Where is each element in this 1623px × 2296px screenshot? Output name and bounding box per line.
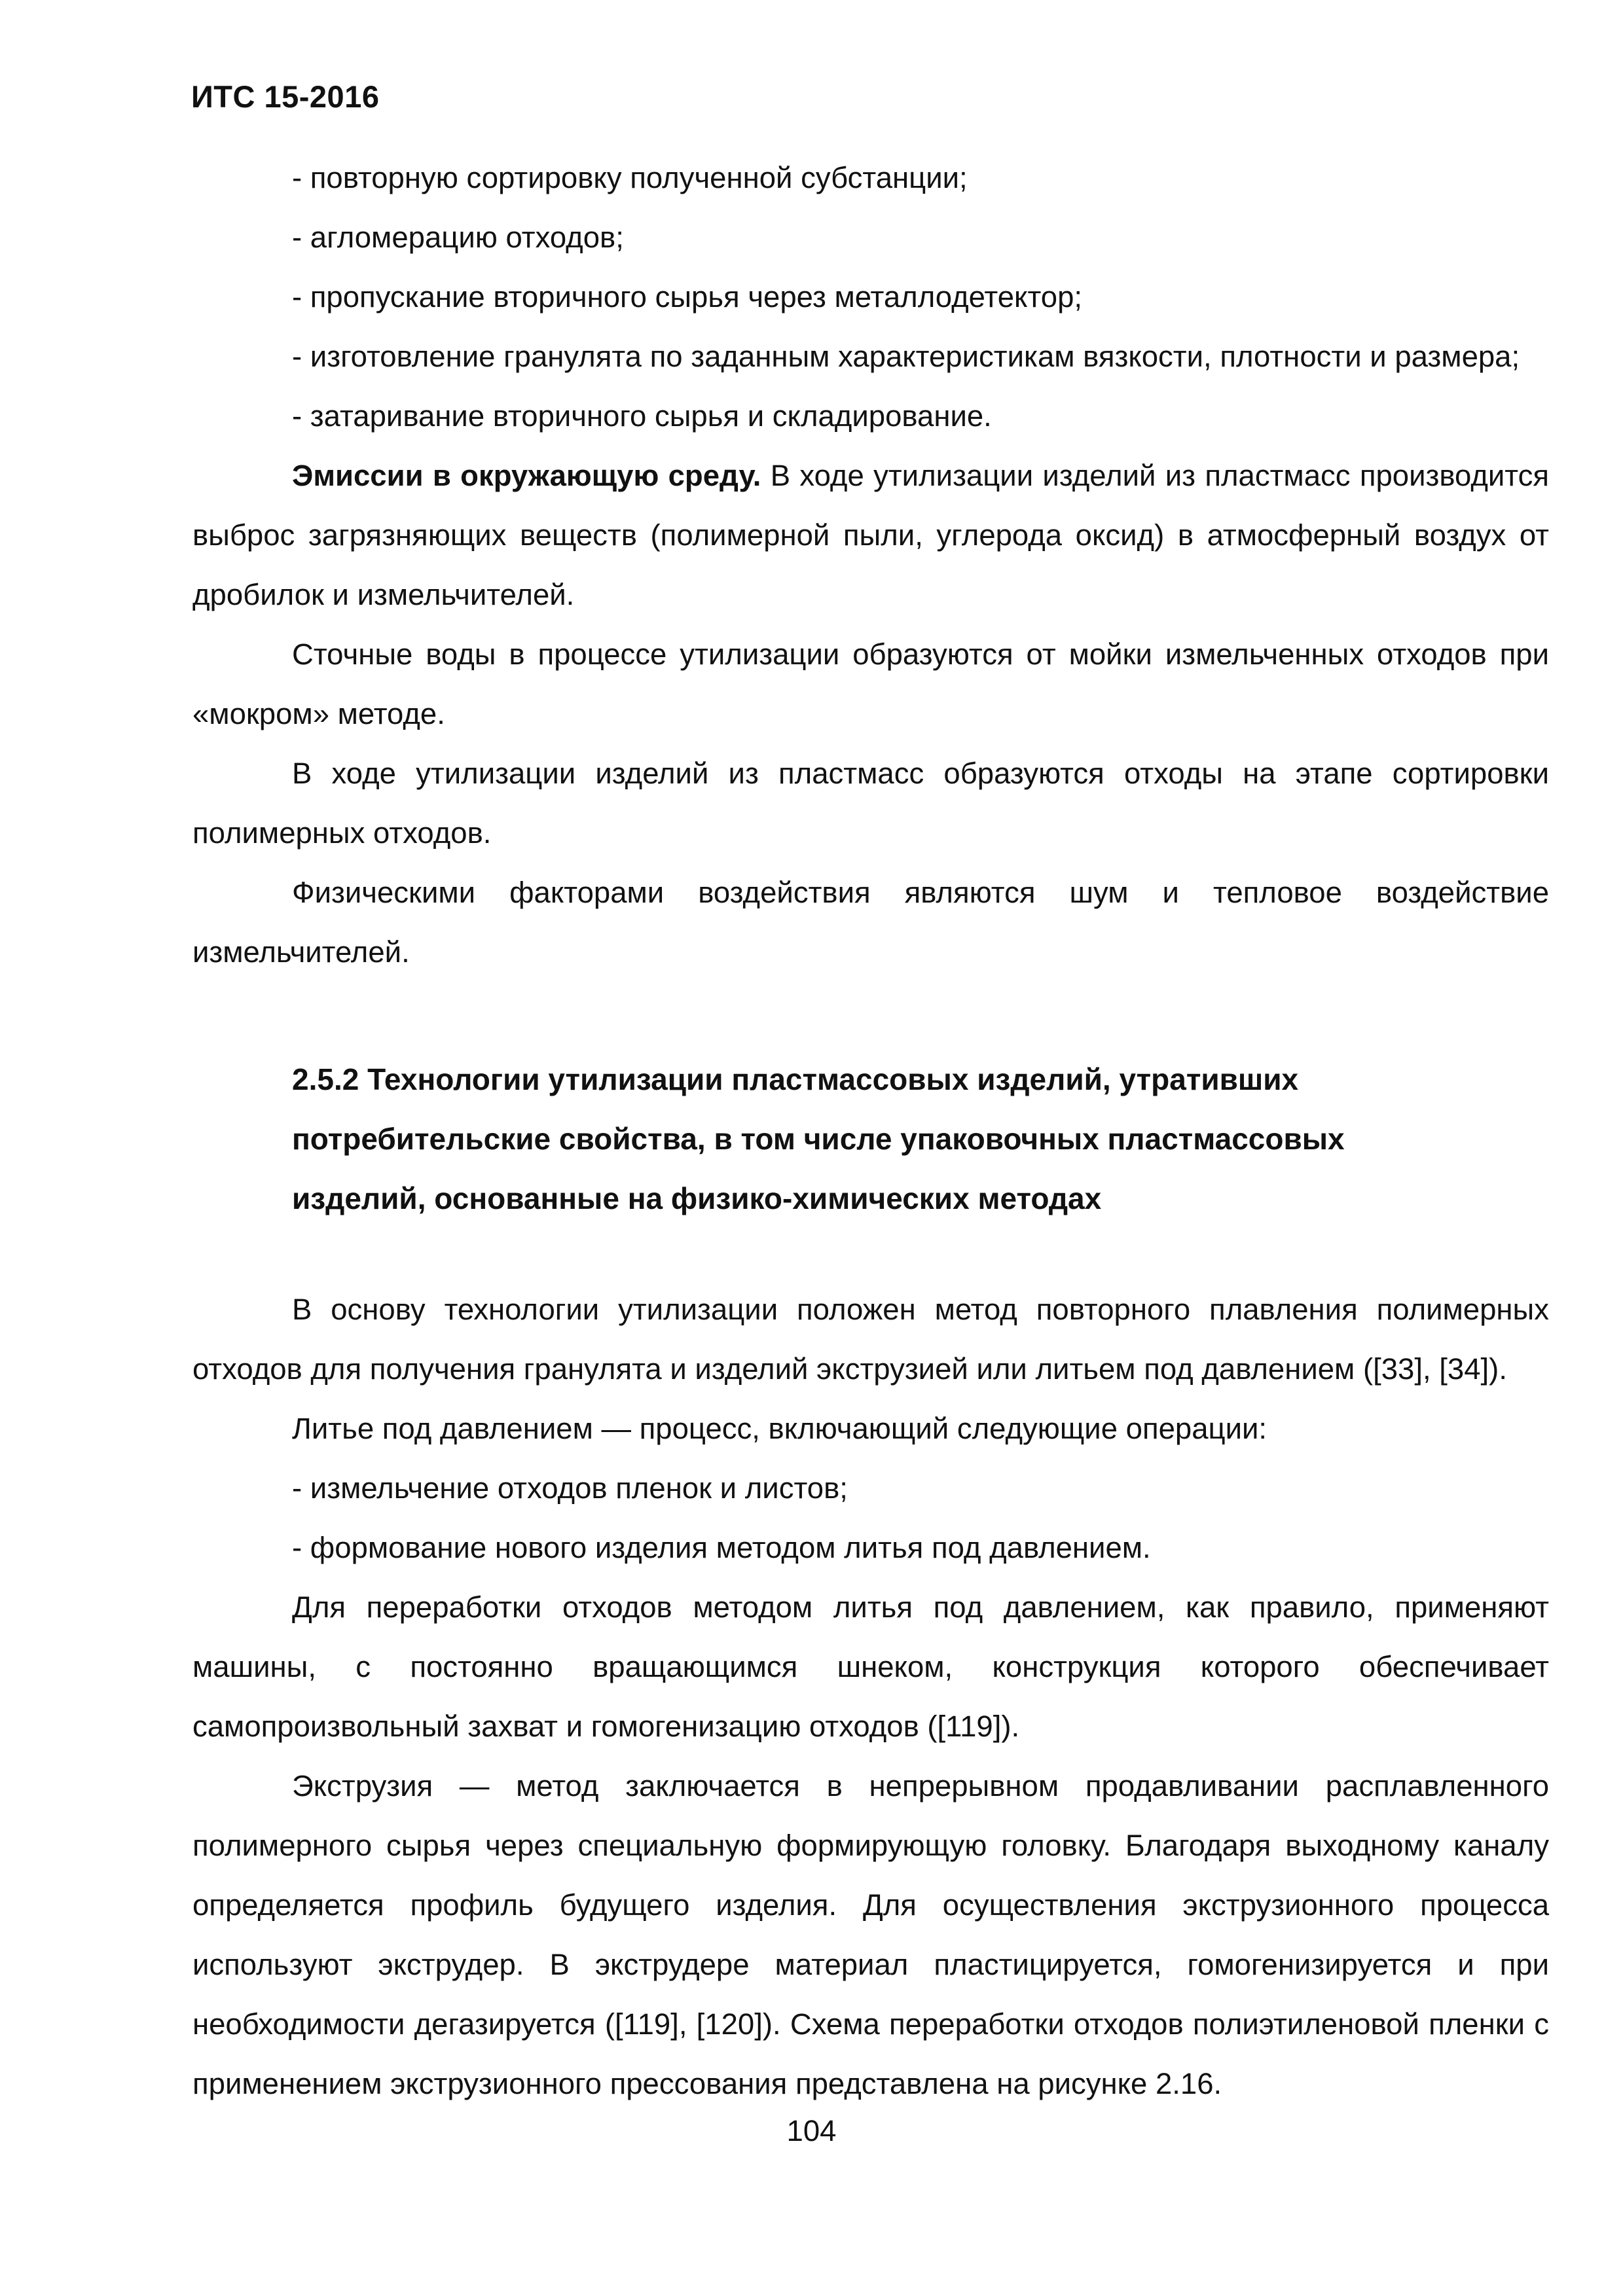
list-item: - формование нового изделия методом литья под давлением.	[292, 1531, 1151, 1564]
emissions-paragraph	[192, 446, 1549, 624]
emissions-text: В ходе утилизации изделий из пластмасс производится выброс загрязняющих веществ (полимерной пыли, углерода оксид) в атмосферный воздух от дробилок и измельчителей.	[192, 459, 1549, 611]
body-paragraph: В основу технологии утилизации положен метод повторного плавления полимерных отходов для получения гранулята и изделий экструзией или литьем под давлением ([33], [34]).	[192, 1293, 1549, 1386]
list-item: - агломерацию отходов;	[292, 221, 624, 254]
section-heading-line: потребительские свойства, в том числе упаковочных пластмассовых	[292, 1122, 1345, 1156]
body-paragraph: Физическими факторами воздействия являются шум и тепловое воздействие измельчителей.	[192, 876, 1549, 969]
page-body	[192, 148, 1549, 2113]
body-paragraph: Экструзия — метод заключается в непрерывном продавливании расплавленного полимерного сырья через специальную формирующую головку. Благодаря выходному каналу определяется профиль будущего изделия. Для осуществления экструзионного процесса используют экструдер. В экструдере материал пластицируется, гомогенизируется и при необходимости дегазируется ([119], [120]). Схема переработки отходов полиэтиленовой пленки с применением экструзионного прессования представлена на рисунке 2.16.	[192, 1769, 1549, 2100]
document-code-header: ИТС 15-2016	[191, 79, 380, 114]
list-item: - пропускание вторичного сырья через металлодетектор;	[292, 280, 1083, 314]
emissions-lead: Эмиссии в окружающую среду.	[292, 459, 761, 492]
section-heading-line: 2.5.2 Технологии утилизации пластмассовых изделий, утративших	[292, 1062, 1299, 1096]
list-item: - повторную сортировку полученной субстанции;	[292, 161, 968, 194]
body-paragraph: Сточные воды в процессе утилизации образуются от мойки измельченных отходов при «мокром» методе.	[192, 637, 1549, 730]
section-heading-line: изделий, основанные на физико-химических методах	[292, 1181, 1102, 1215]
list-item: - изготовление гранулята по заданным характеристикам вязкости, плотности и размера;	[292, 340, 1520, 373]
body-paragraph: Для переработки отходов методом литья под давлением, как правило, применяют машины, с постоянно вращающимся шнеком, конструкция которого обеспечивает самопроизвольный захват и гомогенизацию отходов ([119]).	[192, 1590, 1549, 1743]
section-heading	[192, 1050, 1549, 1229]
body-paragraph: В ходе утилизации изделий из пластмасс образуются отходы на этапе сортировки полимерных отходов.	[192, 757, 1549, 850]
list-item: - затаривание вторичного сырья и складирование.	[292, 399, 992, 433]
body-paragraph: Литье под давлением — процесс, включающий следующие операции:	[292, 1412, 1267, 1445]
list-item: - измельчение отходов пленок и листов;	[292, 1471, 848, 1505]
page-number: 104	[786, 2114, 837, 2147]
